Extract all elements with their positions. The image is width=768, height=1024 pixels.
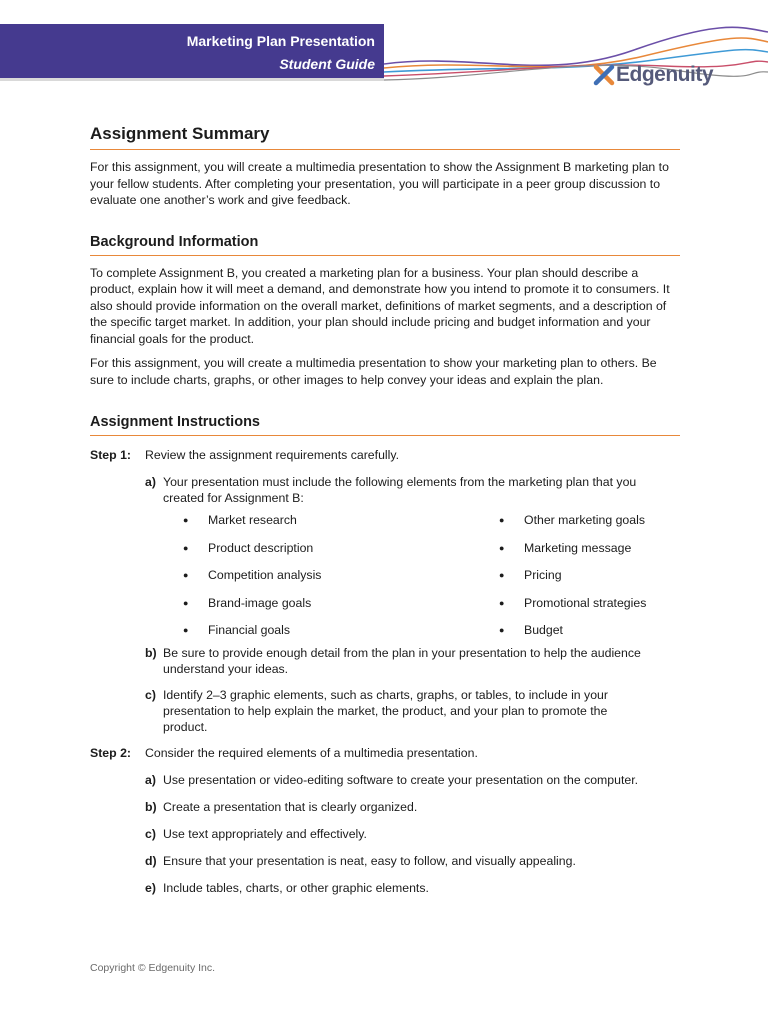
list-item: ● Competition analysis (183, 567, 499, 595)
step-2-item-a (145, 772, 680, 788)
edgenuity-logo (593, 60, 713, 90)
list-item: ● Budget (499, 622, 646, 650)
step-1-item-c-text: Identify 2–3 graphic elements, such as charts, graphs, or tables, to include in your presentation to help explain the market, the product, and your plan to promote the product. (163, 687, 608, 734)
background-paragraph-2: For this assignment, you will create a multimedia presentation to show your marketing plan to others. Be sure to include charts, graphs, or other images to help convey your ideas and explain the plan. (90, 356, 657, 387)
bullet-icon: ● (499, 542, 505, 553)
bullet-icon: ● (183, 570, 189, 581)
list-item: ● Financial goals (183, 622, 499, 650)
step-1 (90, 447, 680, 463)
list-item: ● Other marketing goals (499, 512, 646, 540)
document-title: Marketing Plan Presentation (186, 33, 375, 49)
step-2-item-a-text: Use presentation or video-editing software to create your presentation on the computer. (163, 772, 639, 787)
step-1-item-c (145, 687, 680, 735)
assignment-instructions-section (90, 414, 680, 896)
step-2-item-b-text: Create a presentation that is clearly organized. (163, 799, 418, 814)
bullet-icon: ● (183, 597, 189, 608)
step-2 (90, 745, 680, 761)
background-paragraph-1: To complete Assignment B, you created a marketing plan for a business. Your plan should describe a product, explain how it will meet a demand, and demonstrate how you intend to promote it to consumers. It also should provide information on the overall market, definitions of market segments, and a description of the specific target market. In addition, your plan should include pricing and budget information and your financial goals for the product. (90, 265, 670, 346)
step-1-item-a-text: Your presentation must include the following elements from the marketing plan that you created for Assignment B: (163, 475, 637, 505)
bullet-icon: ● (183, 625, 189, 636)
bullet-icon: ● (499, 515, 505, 525)
list-item: ● Pricing (499, 567, 646, 595)
required-elements-list (183, 512, 680, 650)
step-2-item-d-text: Ensure that your presentation is neat, easy to follow, and visually appealing. (163, 853, 576, 868)
document-body (90, 124, 680, 896)
step-1-item-a (145, 474, 680, 506)
background-information-section (90, 234, 680, 389)
step-2-item-e (145, 880, 680, 896)
step-2-item-d-label: d) (145, 853, 157, 868)
required-elements-left-column (183, 512, 499, 650)
bullet-icon: ● (499, 597, 505, 608)
step-2-item-e-text: Include tables, charts, or other graphic elements. (163, 880, 429, 895)
step-1-item-b-text: Be sure to provide enough detail from the plan in your presentation to help the audience understand your ideas. (163, 645, 641, 676)
list-item: ● Marketing message (499, 540, 646, 568)
step-1-item-b (145, 645, 680, 677)
step-2-item-a-label: a) (145, 772, 156, 787)
summary-paragraph: For this assignment, you will create a multimedia presentation to show the Assignment B marketing plan to your fellow students. After completing your presentation, you will participate in a peer group discussion to evaluate one another’s work and give feedback. (90, 160, 669, 207)
step-2-item-b-label: b) (145, 799, 157, 814)
bullet-icon: ● (183, 515, 189, 525)
header-banner (0, 24, 384, 81)
copyright-footer: Copyright © Edgenuity Inc. (90, 962, 216, 974)
bullet-icon: ● (183, 542, 189, 553)
list-item: ● Product description (183, 540, 499, 568)
step-2-item-c-label: c) (145, 826, 156, 841)
step-2-item-c-text: Use text appropriately and effectively. (163, 826, 367, 841)
logo-text: Edgenuity (616, 63, 714, 86)
step-1-item-b-label: b) (145, 645, 157, 660)
bullet-icon: ● (499, 570, 505, 581)
edgenuity-x-icon (593, 64, 615, 86)
step-1-item-c-label: c) (145, 687, 156, 702)
step-2-label: Step 2: (90, 745, 131, 760)
step-1-item-a-label: a) (145, 475, 156, 489)
list-item: ● Brand-image goals (183, 595, 499, 623)
assignment-summary-section (90, 124, 680, 209)
list-item: ● Promotional strategies (499, 595, 646, 623)
step-2-item-e-label: e) (145, 880, 156, 895)
list-item: ● Market research (183, 512, 499, 540)
step-2-item-c (145, 826, 680, 842)
step-2-item-d (145, 853, 680, 869)
document-subtitle: Student Guide (279, 56, 375, 72)
step-2-item-b (145, 799, 680, 815)
assignment-instructions-heading: Assignment Instructions (90, 414, 680, 436)
step-1-text: Review the assignment requirements carefully. (145, 448, 400, 462)
background-information-heading: Background Information (90, 234, 680, 256)
required-elements-right-column (499, 512, 646, 650)
step-1-label: Step 1: (90, 448, 131, 462)
assignment-summary-heading: Assignment Summary (90, 124, 680, 150)
bullet-icon: ● (499, 625, 505, 636)
step-2-text: Consider the required elements of a multimedia presentation. (145, 745, 478, 760)
